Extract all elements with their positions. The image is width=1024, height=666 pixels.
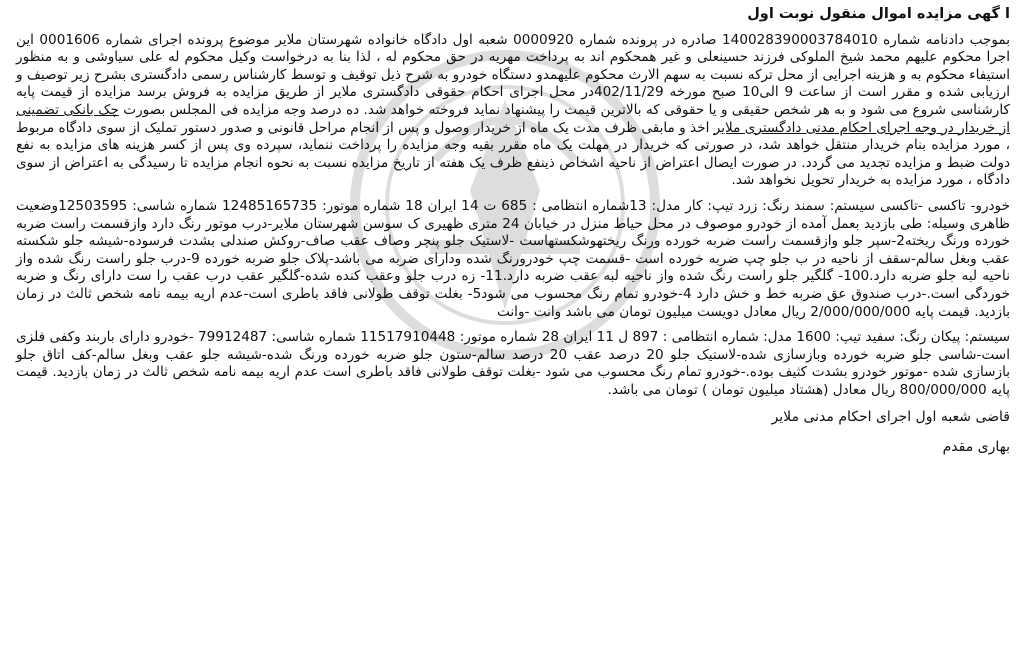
signer-title: قاضی شعبه اول اجرای احکام مدنی ملایر	[771, 409, 1010, 426]
notice-title: ا گهی مزایده اموال منقول نوبت اول	[747, 6, 1010, 22]
underlined-payment-clause: چک بانکی تضمینی از خریدار در وجه اجرای احکام مدنی دادگستری ملایر	[16, 101, 1010, 136]
intro-text-part1: بموجب دادنامه شماره 140028390003784010 صادره در پرونده شماره 0000920 شعبه اول دادگاه خانواده شهرستان ملایر موضوع پرونده اجرای شماره 0001606 این اجرا محکوم علیهم محمد شیخ الملوکی فرزند حسینعلی و غیر همحکوم اند به پرداخت مهریه در حق محکوم له ، لذا بنا به درخواست وکیل محکوم له علی سیاوشی و به منظور استیفاء محکوم به و هزینه اجرایی از محل ترکه نسبت به سهم الارث محکوم علیهمدو دستگاه خودرو به شرح ذیل توقیف و توسط کارشناس رسمی دادگستری بشرح زیر توصیف و ارزیابی شده و مقرر است از ساعت 9 الی10 صبح مورخه 402/11/29در محل اجرای احکام حقوقی دادگستری ملایر از طریق مزایده به فروش برسد مزایده از قیمت پایه کارشناسی شروع می شود و به هر شخص حقیقی و یا حقوقی که بالاترین قیمت را پیشنهاد نماید فروخته خواهد شد. ده درصد وجه مزایده فی المجلس بصورت	[16, 31, 1010, 118]
vehicle-1-description: خودرو- تاکسی -تاکسی سیستم: سمند رنگ: زرد تیپ: کار مدل: 13شماره انتظامی : 685 ت 14 ایران 18 شماره موتور: 12485165735 شماره شاسی: 12503595وضعیت ظاهری وسیله: طی بازدید بعمل آمده از خودرو موصوف در محل حیاط منزل در خیابان 24 متری ظهیری ک سوسن شهرستان ملایر-درب موتور رنگ دارد وازقسمت راست ضربه خورده ورنگ ریخته2-سپر جلو وازقسمت راست ضربه خورده ورنگ ریختهوشکستهاست -لاستیک جلو پنچر وصاف عقب صاف-روکش صندلی بشدت فرسوده-شیشه جلو شکسته عقب وبغل سالم-سقف از ناحیه در ب جلو چپ ضربه خورده است -قسمت چپ خودرورنگ شده ودارای ضربه می باشد-پلاک جلو ضربه خورده 9-درب جلو راست رنگ شده واز ناحیه لبه جلو ضربه دارد.100- گلگیر جلو راست رنگ شده واز ناحیه لبه عقب ضربه دارد.11- زه درب جلو وعقب کنده شده-گلگیر عقب درب عقب را ست دارای رنگ و ضربه خوردگی است.-درب صندوق عق ضربه خط و خش دارد 4-خودرو تمام رنگ محسوب می شود5- بغلت توقف طولانی فاقد باطری است-عدم اریه بیمه نامه شخص ثالث در زمان بازدید. قیمت پایه 2/000/000/000 ریال معادل دویست میلیون تومان می باشد وانت -وانت	[16, 197, 1011, 320]
vehicle-2-description: سیستم: پیکان رنگ: سفید تیپ: 1600 مدل: شماره انتظامی : 897 ل 11 ایران 28 شماره موتور: 11517910448 شماره شاسی: 79912487 -خودرو دارای باربند وکفی فلزی است-شاسی جلو ضربه خورده وبازسازی شده-لاستیک جلو 20 درصد عقب 20 درصد سالم-ستون جلو ضربه خورده ورنگ شده-شیشه جلو عقب وبغل سالم-کف اتاق جلو بازسازی شده -موتور خودرو بشدت کثیف بوده.-خودرو تمام رنگ محسوب می شود -بغلت توقف طولانی فاقد باطری است عدم اریه بیمه نامه شخص ثالث در زمان بازدید. قیمت پایه 800/000/000 ریال معادل (هشتاد میلیون تومان ) تومان می باشد.	[16, 329, 1011, 398]
notice-body	[16, 6, 1010, 457]
signer-name: بهاری مقدم	[942, 439, 1010, 456]
intro-paragraph	[16, 32, 1010, 190]
intro-text-part2: اخذ و مابقی ظرف مدت یک ماه از خریدار وصول و پس از انجام مراحل قانونی و صدور دستور تملیک از سوی دادگاه مربوط ، مورد مزایده بنام خریدار منتقل خواهد شد، در صورتی که خریدار در مهلت یک ماه مقرر بقیه وجه مزایده را پرداخت ننماید، سپرده وی پس از کسر هزینه های مزایده به نفع دولت ضبط و مزایده تجدید می گردد. در صورت ایصال اعتراض از ناحیه اشخاص ذینفع ظرف یک هفته از تاریخ مزایده نسبت به نحوه انجام مزایده تا رسیدگی به اعتراض از سوی دادگاه ، مورد مزایده به خریدار تحویل نخواهد شد.	[16, 119, 1010, 189]
